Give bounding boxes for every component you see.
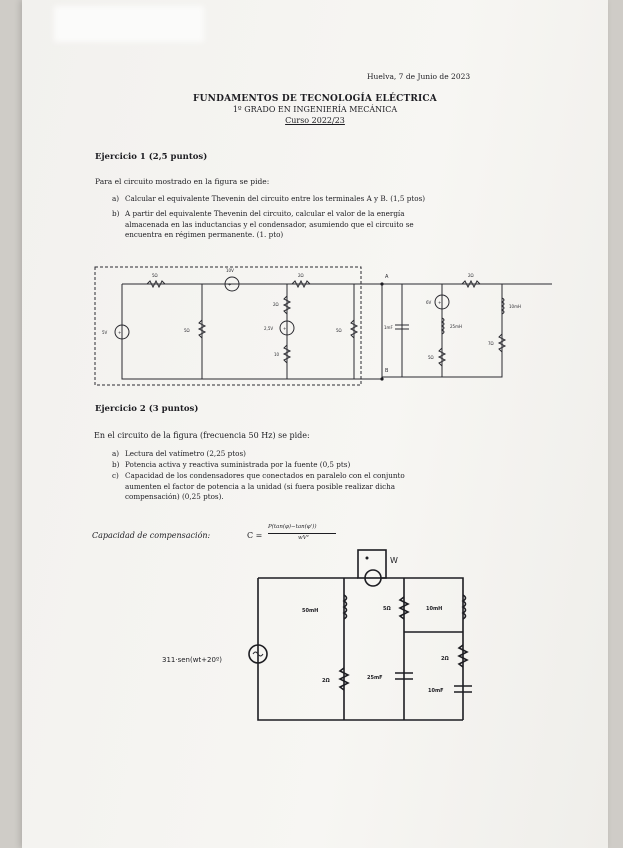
l-50-label: 50mH (302, 608, 319, 614)
r-top-left-label: 5Ω (152, 273, 158, 278)
ind-25-label: 25mH (450, 324, 462, 329)
exam-degree: 1º GRADO EN INGENIERÍA MECÁNICA (232, 105, 398, 114)
exercise2-title: Ejercicio 2 (3 puntos) (95, 404, 199, 414)
exercise2-intro: En el circuito de la figura (frecuencia 50 Hz) se pide: (94, 431, 310, 440)
c-25-label: 25mF (367, 675, 383, 681)
formula-c: C = (247, 531, 263, 540)
item-label: a) (112, 194, 120, 203)
terminal-b-label: B (385, 368, 389, 374)
terminal-a-label: A (385, 274, 389, 280)
c-10-label: 10mF (428, 688, 444, 694)
r-10-label: 10 (274, 352, 280, 357)
exercise2-circuit (22, 0, 608, 848)
r-5-lower-label: 5Ω (428, 355, 434, 360)
item-label: b) (112, 209, 120, 218)
item-text-line: compensación) (0,25 ptos). (125, 492, 224, 501)
wattmeter-dot-icon (366, 557, 369, 560)
src-10v-label: 10V (226, 268, 234, 273)
exercise1-title: Ejercicio 1 (2,5 puntos) (95, 152, 208, 162)
r-top-mid-label: 2Ω (298, 273, 304, 278)
wattmeter-box (358, 550, 386, 578)
item-label: a) (112, 449, 120, 458)
r-2-upper-label: 2Ω (273, 302, 279, 307)
src-5v-label: 5V (102, 330, 108, 335)
item-text: Lectura del vatímetro (2,25 ptos) (125, 449, 246, 458)
exam-sheet (22, 0, 608, 848)
item-text: Potencia activa y reactiva suministrada por la fuente (0,5 pts) (125, 460, 351, 469)
exam-course: Curso 2022/23 (285, 116, 345, 125)
r-2-left-label: 2Ω (322, 678, 330, 684)
svg-text:+: + (228, 282, 232, 287)
r-7-label: 7Ω (488, 341, 494, 346)
circuit-wire (258, 578, 463, 720)
item-text-line: encuentra en régimen permanente. (1. pto) (125, 230, 284, 239)
r-left-shunt-label: 5Ω (184, 328, 190, 333)
l-10-label: 10mH (426, 606, 443, 612)
svg-text:+: + (118, 330, 122, 335)
exercise1-intro: Para el circuito mostrado en la figura se pide: (95, 177, 270, 186)
compensation-label: Capacidad de compensación: (92, 531, 211, 540)
src-6v-label: 6V (426, 300, 432, 305)
item-text: Calcular el equivalente Thevenin del circuito entre los terminales A y B. (1,5 ptos) (125, 194, 426, 203)
r-top-right-label: 2Ω (468, 273, 474, 278)
item-text-line: aumenten el factor de potencia a la unidad (si fuera posible realizar dicha (125, 481, 396, 491)
wattmeter-label: W (390, 556, 398, 565)
item-label: c) (112, 471, 119, 480)
svg-text:+: + (283, 326, 287, 331)
r-2-right-label: 2Ω (441, 656, 449, 662)
r-mid-shunt-label: 5Ω (336, 328, 342, 333)
item-label: b) (112, 460, 120, 469)
circuit-wire (381, 578, 463, 720)
src-2-5v-label: 2,5V (264, 326, 274, 331)
ac-source-label: 311·sen(wt+20º) (162, 656, 222, 664)
item-text-line: A partir del equivalente Thevenin del circuito, calcular el valor de la energía (125, 209, 405, 218)
r-5-label: 5Ω (383, 606, 391, 612)
ind-10-label: 10mH (509, 304, 521, 309)
exam-title: FUNDAMENTOS DE TECNOLOGÍA ELÉCTRICA (193, 94, 437, 104)
item-text-line: almacenada en las inductancias y el condensador, asumiendo que el circuito se (125, 219, 414, 229)
svg-text:+: + (438, 300, 442, 305)
item-text-line: Capacidad de los condensadores que conectados en paralelo con el conjunto (125, 471, 405, 480)
formula-numerator: P(tan(φ)−tan(φ')) (268, 524, 317, 530)
cap-label: 1mF (384, 325, 393, 330)
exam-date: Huelva, 7 de Junio de 2023 (367, 72, 471, 81)
formula-denominator: wV² (298, 535, 309, 541)
